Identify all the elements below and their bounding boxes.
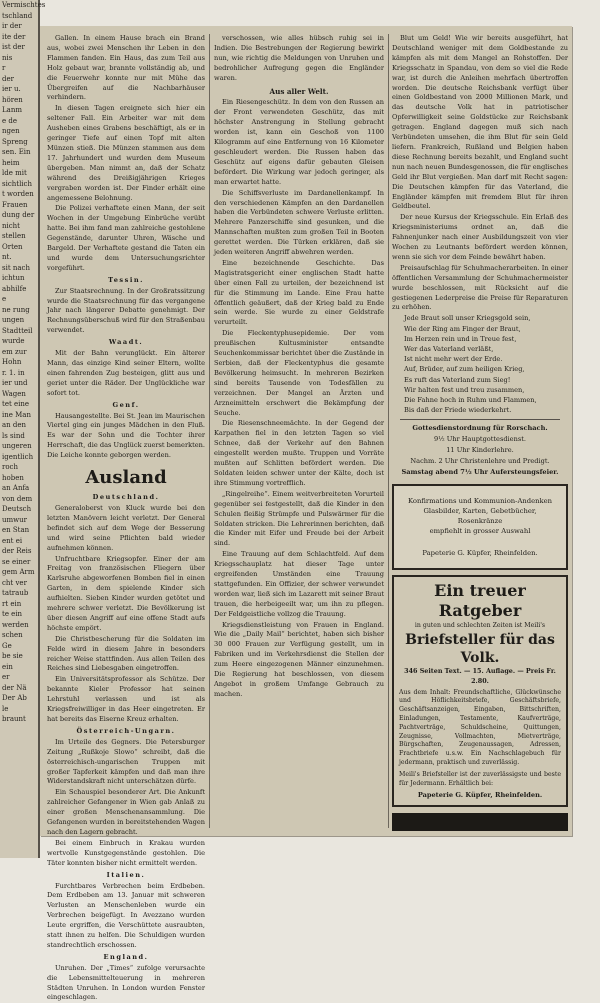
previous-page-fragment: der Reis bbox=[2, 547, 32, 555]
previous-page-fragment: Lanm bbox=[2, 106, 22, 114]
previous-page-fragment: Vermischtes bbox=[2, 1, 46, 9]
previous-page-fragment: tatraub bbox=[2, 589, 29, 597]
previous-page-fragment: tschland bbox=[2, 11, 33, 20]
previous-page-fragment: werden bbox=[2, 620, 29, 629]
previous-page-fragment: Hohn bbox=[2, 358, 22, 366]
previous-page-fragment: nt. bbox=[2, 253, 12, 261]
ad-line: Konfirmations und Kommunion-Andenken bbox=[407, 496, 553, 505]
ad-book-footer: Meili's Briefsteller ist der zuverlässigste und beste für Jedermann. Erhältlich bei: bbox=[399, 770, 561, 787]
previous-page-fragment: roch bbox=[2, 463, 18, 471]
newspaper-page bbox=[40, 26, 572, 1002]
previous-page-fragment: le bbox=[2, 704, 9, 713]
article-paragraph: Generaloberst von Kluck wurde bei den letzten Manövern leicht verletzt. Der General befindet sich auf dem Wege der Besserung und wird seine Pflichten bald wieder aufnehmen können. bbox=[47, 503, 205, 552]
place-heading: England. bbox=[103, 952, 149, 961]
previous-page-fragment: der Nä bbox=[2, 683, 27, 692]
previous-page-fragment: Stadtteil bbox=[2, 326, 33, 335]
ad-book-title2: Briefsteller für das Volk. bbox=[405, 631, 555, 666]
column-1 bbox=[47, 34, 205, 1002]
article-paragraph: Zur Staatsrechnung. In der Großratssitzung wurde die Staatsrechnung für das vergangene Jahr nach längerer Debatte genehmigt. Der Rechnungsüberschuß wird für den Straßenbau verwendet. bbox=[47, 286, 205, 335]
previous-page-fragment: cht ver bbox=[2, 578, 27, 587]
previous-page-fragment: braunt bbox=[2, 715, 26, 723]
previous-page-fragment: ls sind bbox=[2, 431, 25, 440]
article-paragraph: Hausangestellte. Bei St. Jean im Maurischen Viertel ging ein junges Mädchen in den Fluß. Es war der Sohn und die Tochter ihrer Herrschaft, die das Unglück zuerst bemerkten. Die Leiche konnte geborgen werden. bbox=[47, 411, 205, 460]
previous-page-fragment: stellen bbox=[2, 232, 26, 240]
previous-page-fragment: er bbox=[2, 673, 10, 681]
article-paragraph: Die Christbescherung für die Soldaten im Felde wird in diesem Jahre in besonders reicher Weise stattfinden. Aus allen Teilen des Reiches sind Liebesgaben eingetroffen. bbox=[47, 634, 205, 673]
divider bbox=[400, 419, 560, 420]
schedule-line: 11 Uhr Kinderlehre. bbox=[446, 446, 514, 455]
ad-line: Glasbilder, Karten, Gebetbücher, Rosenkränze bbox=[423, 506, 537, 525]
place-heading: Tessin. bbox=[108, 275, 144, 284]
previous-page-fragment: Ge bbox=[2, 641, 12, 650]
advertisement-book bbox=[392, 575, 568, 807]
previous-page-fragment: tet eine bbox=[2, 400, 30, 408]
previous-page-fragment: ungeren bbox=[2, 442, 32, 450]
ad-book-subtitle: in guten und schlechten Zeiten ist Meili's bbox=[414, 621, 546, 629]
article-paragraph: Gallen. In einem Hause brach ein Brand aus, wobei zwei Menschen ihr Leben in den Flammen fanden. Ein Haus, das zum Teil aus Holz gebaut war, brannte vollständig ab, und die Feuerwehr konnte nur mit Mühe das Übergreifen auf die Nachbarhäuser verhindern. bbox=[47, 34, 205, 102]
poem-line: Es ruft das Vaterland zum Sieg! bbox=[404, 375, 511, 384]
previous-page-fragment: t worden bbox=[2, 190, 34, 198]
previous-page-fragment: dung der bbox=[2, 211, 35, 219]
column-divider bbox=[388, 34, 389, 828]
poem-line: Wie der Ring am Finger der Braut, bbox=[404, 324, 521, 333]
article-paragraph: Der neue Kursus der Kriegsschule. Ein Erlaß des Kriegsministeriums ordnet an, daß die Fahnenjunker nach einer Ausbildungszeit von vier Wochen zu Leutnants befördert werden können, wenn sie sich vor dem Feinde bewährt haben. bbox=[392, 213, 568, 261]
previous-page-fragment: ent ei bbox=[2, 536, 23, 545]
previous-page-fragment: nicht bbox=[2, 221, 20, 230]
previous-page-fragment: sit nach bbox=[2, 263, 30, 272]
previous-page-fragment: r. 1. in bbox=[2, 368, 25, 377]
previous-page-fragment: schen bbox=[2, 631, 23, 639]
previous-page-fragment: r bbox=[2, 64, 6, 72]
previous-page-fragment: se einer bbox=[2, 557, 31, 566]
article-paragraph: Ein Universitätsprofessor als Schütze. Der bekannte Kieler Professor hat seinen Lehrstuhl verlassen und ist als Kriegsfreiwilliger in das Heer eingetreten. Er hat bereits das Eiserne Kreuz erhalten. bbox=[47, 675, 205, 723]
previous-page-fragment: Spreng bbox=[2, 137, 28, 146]
place-heading: Österreich-Ungarn. bbox=[76, 726, 176, 735]
article-paragraph: Mit der Bahn verunglückt. Ein älterer Mann, das einzige Kind seiner Eltern, wollte einen fahrenden Zug besteigen, glitt aus und geriet unter die Räder. Der Unglückliche war sofort tot. bbox=[47, 349, 205, 397]
previous-page-fragment: an Anfa bbox=[2, 484, 30, 492]
previous-page-fragment: rt ein bbox=[2, 599, 22, 608]
schedule-line: Nachm. 2 Uhr Christenlehre und Predigt. bbox=[410, 457, 550, 466]
article-paragraph: Eine bezeichnende Geschichte. Das Magistratsgericht einer englischen Stadt hatte über einen Fall zu urteilen, der bezeichnend ist für die Stimmung im Lande. Eine Frau hatte öffentlich geäußert, daß der Krieg bald zu Ende sein werde. Sie wurde zu einer Geldstrafe verurteilt. bbox=[214, 258, 384, 327]
poem bbox=[392, 314, 568, 415]
previous-page-fragment: von dem bbox=[2, 494, 33, 503]
ad-book-info: 346 Seiten Text. — 15. Auflage. — Preis Fr. 2.80. bbox=[404, 666, 556, 685]
previous-page-fragment: Deutsch bbox=[2, 505, 32, 513]
previous-page-fragment: ier u. bbox=[2, 85, 21, 93]
ad-shop-name: Papeterie G. Küpfer, Rheinfelden. bbox=[422, 548, 538, 557]
previous-page-fragment: der bbox=[2, 74, 14, 83]
poem-line: Ist nicht mehr wert der Erde. bbox=[404, 355, 503, 364]
previous-page-fragment: ungen bbox=[2, 316, 25, 324]
column-2 bbox=[214, 34, 384, 828]
poem-line: Bis daß der Friede wiederkehrt. bbox=[404, 406, 512, 415]
previous-page-fragment: sichtlich bbox=[2, 179, 32, 188]
previous-page-fragment: e de bbox=[2, 116, 17, 125]
previous-page-fragment: abhilfe bbox=[2, 284, 27, 293]
section-heading-aus-aller-welt: Aus aller Welt. bbox=[269, 86, 329, 96]
article-paragraph: Ein Riesengeschütz. In dem von den Russen an der Front verwendeten Geschütz, das mit höchster Anstrengung in Stellung gebracht worden ist, kann ein Geschoß von 1100 Kilogramm auf eine Entfernung von 16 Kilometer geschleudert werden. Die Russen haben das Geschütz auf eigens dafür gebauten Gleisen befördert. Die Wirkung war jedoch geringer, als man erwartet hatte. bbox=[214, 98, 384, 186]
article-paragraph: Furchtbares Verbrechen beim Erdbeben. Dem Erdbeben am 13. Januar mit schweren Verlusten an Menschenleben wurde ein Verbrechen beigefügt. In Avezzano wurden Leute ergriffen, die Verschüttete ausraubten, statt ihnen zu helfen. Die Schuldigen wurden standrechtlich erschossen. bbox=[47, 881, 205, 949]
article-paragraph: Die Schiffsverluste im Dardanellenkampf. In den verschiedenen Kämpfen an den Dardanellen haben die Verbündeten schwere Verluste erlitten. Mehrere Panzerschiffe sind gesunken, und die Mannschaften mußten zum großen Teil in Booten gerettet werden. Die Türken erklären, daß sie jeden weiteren Angriff abwehren werden. bbox=[214, 188, 384, 257]
place-heading: Italien. bbox=[106, 870, 146, 879]
previous-page-fragment: ist der bbox=[2, 43, 25, 51]
place-heading: Genf. bbox=[112, 400, 140, 409]
previous-page-fragment: heim bbox=[2, 158, 20, 167]
previous-page-fragment: umwur bbox=[2, 515, 27, 524]
place-heading: Waadt. bbox=[108, 338, 144, 347]
article-paragraph: Die Polizei verhaftete einen Mann, der seit Wochen in der Umgebung Einbrüche verübt hatte. Bei ihm fand man zahlreiche gestohlene Gegenstände, darunter Uhren, Wäsche und Bargeld. Der Verhaftete gestand die Taten ein und wurde dem Untersuchungsrichter vorgeführt. bbox=[47, 204, 205, 272]
previous-page-fragment: sen. Ein bbox=[2, 148, 31, 156]
article-paragraph: Blut um Geld! Wie wir bereits ausgeführt, hat Deutschland weniger mit dem Goldbestande zu kämpfen als mit dem Mangel an Rohstoffen. Der Kriegsschatz in Spandau, von dem so viel die Rede war, ist durch die Anleihen mehrfach übertroffen worden. Die deutsche Reichsbank verfügt über einen Goldbestand von 2000 Millionen Mark, und das deutsche Volk hat in patriotischer Opferwilligkeit seine Goldstücke zur Reichsbank getragen. England dagegen muß sich nach Verbündeten umsehen, die ihm Blut für sein Geld liefern. Frankreich, Rußland und Belgien haben diese Rechnung bereits bezahlt, und England sucht nun nach neuen Bundesgenossen, die für englisches Geld ihr Blut vergießen. Man darf mit Recht sagen: Die Deutschen kämpfen für das Vaterland, die Engländer kämpfen mit fremdem Blut für ihren Geldbeutel. bbox=[392, 34, 568, 211]
previous-page-fragment: hoben bbox=[2, 473, 24, 482]
previous-page-fragment: em zur bbox=[2, 347, 27, 356]
previous-page-fragment: ir der bbox=[2, 22, 22, 30]
section-heading-ausland: Ausland bbox=[85, 467, 167, 489]
previous-page-fragment: ier und bbox=[2, 379, 28, 387]
article-paragraph: Im Urteile des Gegners. Die Petersburger Zeitung „Rußkoje Slowo“ schreibt, daß die österreichisch-ungarischen Truppen mit großer Tapferkeit kämpfen und daß man ihre Widerstandskraft nicht unterschätzen dürfe. bbox=[47, 737, 205, 786]
previous-page-fragment: ichtun bbox=[2, 274, 25, 282]
ad-line: empfiehlt in grosser Auswahl bbox=[429, 526, 531, 535]
previous-page-fragment: hören bbox=[2, 95, 23, 104]
article-paragraph: „Ringelreihe“. Einem weitverbreiteten Vorurteil gegenüber sei festgestellt, daß die Kinder in den Schulen fleißig Strümpfe und Pulswärmer für die Soldaten stricken. Die Lehrerinnen berichten, daß die Kinder mit Eifer und Freude bei der Arbeit sind. bbox=[214, 489, 384, 548]
ad-book-shop: Papeterie G. Küpfer, Rheinfelden. bbox=[417, 791, 543, 800]
article-paragraph: Eine Trauung auf dem Schlachtfeld. Auf dem Kriegsschauplatz hat dieser Tage unter ergreifenden Umständen eine Trauung stattgefunden. Ein Offizier, der schwer verwundet worden war, ließ sich im Lazarett mit seiner Braut trauen, die herbeigeeilt war, um ihn zu pflegen. Der Feldgeistliche vollzog die Trauung. bbox=[214, 550, 384, 618]
previous-page-fragment: Orten bbox=[2, 242, 23, 251]
schedule-line: Samstag abend 7½ Uhr Aufersteungsfeier. bbox=[401, 468, 559, 477]
column-3 bbox=[392, 34, 568, 828]
poem-line: Wir halten fest und treu zusammen, bbox=[404, 385, 525, 394]
article-paragraph: Unfruchtbare Kriegsopfer. Einer der am Freitag von französischen Fliegern über Karlsruhe abgeworfenen Bomben fiel in einen Garten, in dem spielende Kinder sich aufhielten. Sieben Kinder wurden getötet und mehrere schwer verletzt. Die Bevölkerung ist über diesen Angriff auf eine offene Stadt aufs höchste empört. bbox=[47, 554, 205, 632]
previous-page-fragment: nis bbox=[2, 53, 13, 62]
previous-page-fragment: Wagen bbox=[2, 389, 26, 398]
poem-line: Jede Braut soll unser Kriegsgold sein, bbox=[404, 314, 531, 323]
previous-page-fragment: ein bbox=[2, 662, 13, 671]
previous-page-fragment: lde mit bbox=[2, 169, 27, 177]
previous-page-fragment: te ein bbox=[2, 610, 23, 618]
article-paragraph: Die Fleckentyphusepidemie. Der vom preußischen Kultusminister entsandte Seuchenkommissar berichtet über die Zustände in Serbien, daß der Fleckentyphus die gesamte Bevölkerung heimsucht. In mehreren Bezirken sind bereits Tausende von Todesfällen zu verzeichnen. Der Mangel an Ärzten und Arzneimitteln erschwert die Bekämpfung der Seuche. bbox=[214, 329, 384, 417]
advertisement-gifts bbox=[392, 484, 568, 570]
article-paragraph: In diesen Tagen ereignete sich hier ein seltener Fall. Ein Arbeiter war mit dem Ausheben eines Grabens beschäftigt, als er in geringer Tiefe auf einen Topf mit alten Münzen stieß. Die Münzen stammen aus dem 17. Jahrhundert und wurden dem Museum übergeben. Man nimmt an, daß der Schatz während des Dreißigjährigen Krieges vergraben worden ist. Der Finder erhält eine angemessene Belohnung. bbox=[47, 104, 205, 202]
previous-page-fragment: be sie bbox=[2, 652, 23, 660]
black-bar bbox=[392, 813, 568, 831]
previous-page-fragment: Der Ab bbox=[2, 694, 27, 702]
article-paragraph: Unruhen. Der „Times“ zufolge verursachte die Lebensmittelteuerung in mehreren Städten Unruhen. In London wurden Fenster eingeschlagen. bbox=[47, 963, 205, 1002]
article-paragraph: verschossen, wie alles hübsch ruhig sei in Indien. Die Bestrebungen der Regierung bewirkt nun, wie richtig die Meldungen von Unruhen und bedrohlicher Aufregung gegen die Engländer waren. bbox=[214, 34, 384, 82]
previous-page-fragment: an den bbox=[2, 421, 27, 429]
poem-line: Wer das Vaterland verläßt, bbox=[404, 344, 494, 353]
poem-line: Auf, Brüder, auf zum heiligen Krieg, bbox=[404, 365, 525, 374]
previous-page-fragment: e bbox=[2, 295, 7, 303]
previous-page-edge bbox=[0, 0, 46, 858]
ad-book-title: Ein treuer Ratgeber bbox=[434, 580, 526, 620]
schedule-line: 9½ Uhr Hauptgottesdienst. bbox=[434, 435, 526, 444]
previous-page-fragment: en Stan bbox=[2, 526, 30, 534]
previous-page-fragment: igentlich bbox=[2, 452, 34, 461]
previous-page-fragment: Frauen bbox=[2, 200, 28, 209]
column-divider bbox=[209, 34, 210, 828]
schedule-title: Gottesdienstordnung für Rorschach. bbox=[412, 424, 548, 433]
previous-page-fragment: ne rung bbox=[2, 305, 30, 314]
article-paragraph: Ein Schauspiel besonderer Art. Die Ankunft zahlreicher Gefangener in Wien gab Anlaß zu einer großen Menschenansammlung. Die Gefangenen wurden in bereitstehenden Wagen nach den Lagern gebracht. bbox=[47, 788, 205, 836]
poem-line: Die Fahne hoch in Ruhm und Flammen, bbox=[404, 396, 537, 404]
article-paragraph: Bei einem Einbruch in Krakau wurden wertvolle Kunstgegenstände gestohlen. Die Täter konnten bisher nicht ermittelt werden. bbox=[47, 838, 205, 867]
poem-line: Im Herzen rein und in Treue fest, bbox=[404, 334, 517, 343]
article-paragraph: Die Riesenschneemächte. In der Gegend der Karpathen fiel in den letzten Tagen so viel Schnee, daß der Verkehr auf den Bahnen eingestellt werden mußte. Truppen und Vorräte mußten auf Schlitten befördert werden. Die Soldaten leiden schwer unter der Kälte, doch ist ihre Stimmung vortrefflich. bbox=[214, 419, 384, 487]
article-paragraph: Kriegsdienstleistung von Frauen in England. Wie die „Daily Mail“ berichtet, haben sich bisher 30 000 Frauen zur Verfügung gestellt, um in Fabriken und im Verkehrsdienst die Stellen der zum Heere eingezogenen Männer einzunehmen. Die Regierung hat beschlossen, von diesem Angebot in großem Umfange Gebrauch zu machen. bbox=[214, 620, 384, 698]
article-paragraph: Preisaufschlag für Schuhmacherarbeiten. In einer öffentlichen Versammlung der Schuhmachermeister wurde beschlossen, mit Rücksicht auf die gestiegenen Lederpreise die Preise für Reparaturen zu erhöhen. bbox=[392, 263, 568, 312]
ad-book-contents: Aus dem Inhalt: Freundschaftliche, Glückwünsche und Höflichkeitsbriefe, Geschäftsbriefe, Geschäftsanzeigen, Eingaben, Bittschriften, Einladungen, Testamente, Kaufverträge, Pachtverträge, Schuldscheine, Quittungen, Zeugnisse, Vollmachten, Mietverträge, Bürgschaften, Zeugenaussagen, Adressen, Frachtbriefe u.s.w. Ein Nachschlagebuch für jedermann, praktisch und zuverlässig. bbox=[399, 688, 561, 767]
previous-page-fragment: ngen bbox=[2, 127, 20, 135]
place-heading: Deutschland. bbox=[92, 493, 160, 502]
previous-page-fragment: ite der bbox=[2, 32, 26, 41]
previous-page-fragment: wurde bbox=[2, 337, 25, 345]
previous-page-fragment: ine Man bbox=[2, 410, 31, 419]
previous-page-fragment: gem Arm bbox=[2, 568, 35, 576]
